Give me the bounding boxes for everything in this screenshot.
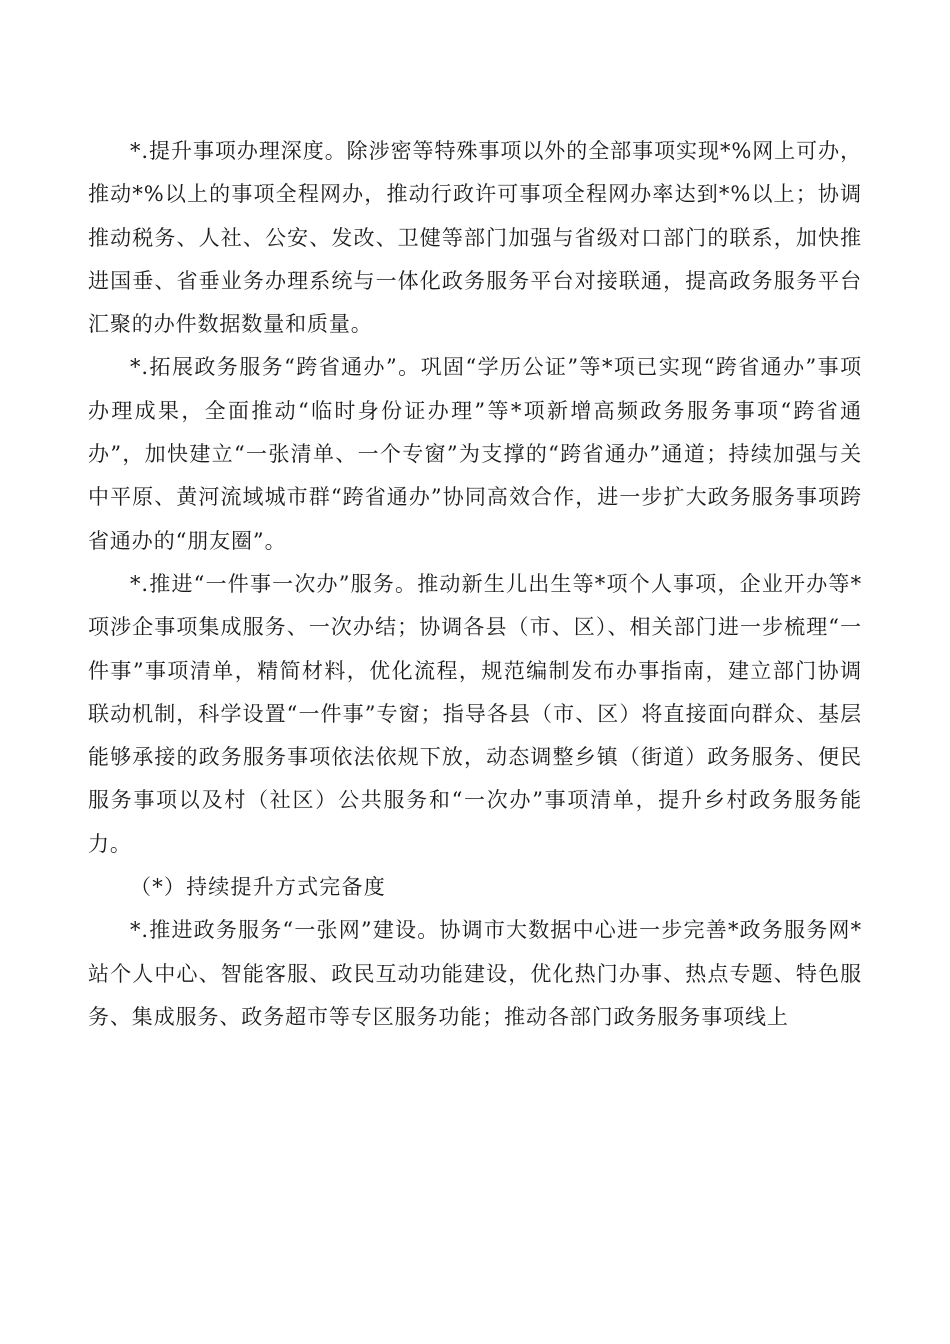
section-heading: （*）持续提升方式完备度 <box>130 875 386 900</box>
document-body <box>88 130 862 1039</box>
paragraph-one-stop-service: *.推进“一件事一次办”服务。推动新生儿出生等*项个人事项，企业开办等*项涉企事项集成服务、一次办结；协调各县（市、区）、相关部门进一步梳理“一件事”事项清单，精简材料，优化流程，规范编制发布办事指南，建立部门协调联动机制，科学设置“一件事”专窗；指导各县（市、区）将直接面向群众、基层能够承接的政务服务事项依法依规下放，动态调整乡镇（街道）政务服务、便民服务事项以及村（社区）公共服务和“一次办”事项清单，提升乡村政务服务能力。 <box>88 571 862 856</box>
paragraph-handling-depth: *.提升事项办理深度。除涉密等特殊事项以外的全部事项实现*%网上可办，推动*%以上的事项全程网办，推动行政许可事项全程网办率达到*%以上；协调推动税务、人社、公安、发改、卫健等部门加强与省级对口部门的联系，加快推进国垂、省垂业务办理系统与一体化政务服务平台对接联通，提高政务服务平台汇聚的办件数据数量和质量。 <box>88 139 862 337</box>
paragraph-one-network: *.推进政务服务“一张网”建设。协调市大数据中心进一步完善*政务服务网*站个人中心、智能客服、政民互动功能建设，优化热门办事、热点专题、特色服务、集成服务、政务超市等专区服务功能；推动各部门政务服务事项线上 <box>88 918 862 1029</box>
paragraph-cross-province: *.拓展政务服务“跨省通办”。巩固“学历公证”等*项已实现“跨省通办”事项办理成果，全面推动“临时身份证办理”等*项新增高频政务服务事项“跨省通办”，加快建立“一张清单、一个专窗”为支撑的“跨省通办”通道；持续加强与关中平原、黄河流域城市群“跨省通办”协同高效合作，进一步扩大政务服务事项跨省通办的“朋友圈”。 <box>88 355 862 553</box>
